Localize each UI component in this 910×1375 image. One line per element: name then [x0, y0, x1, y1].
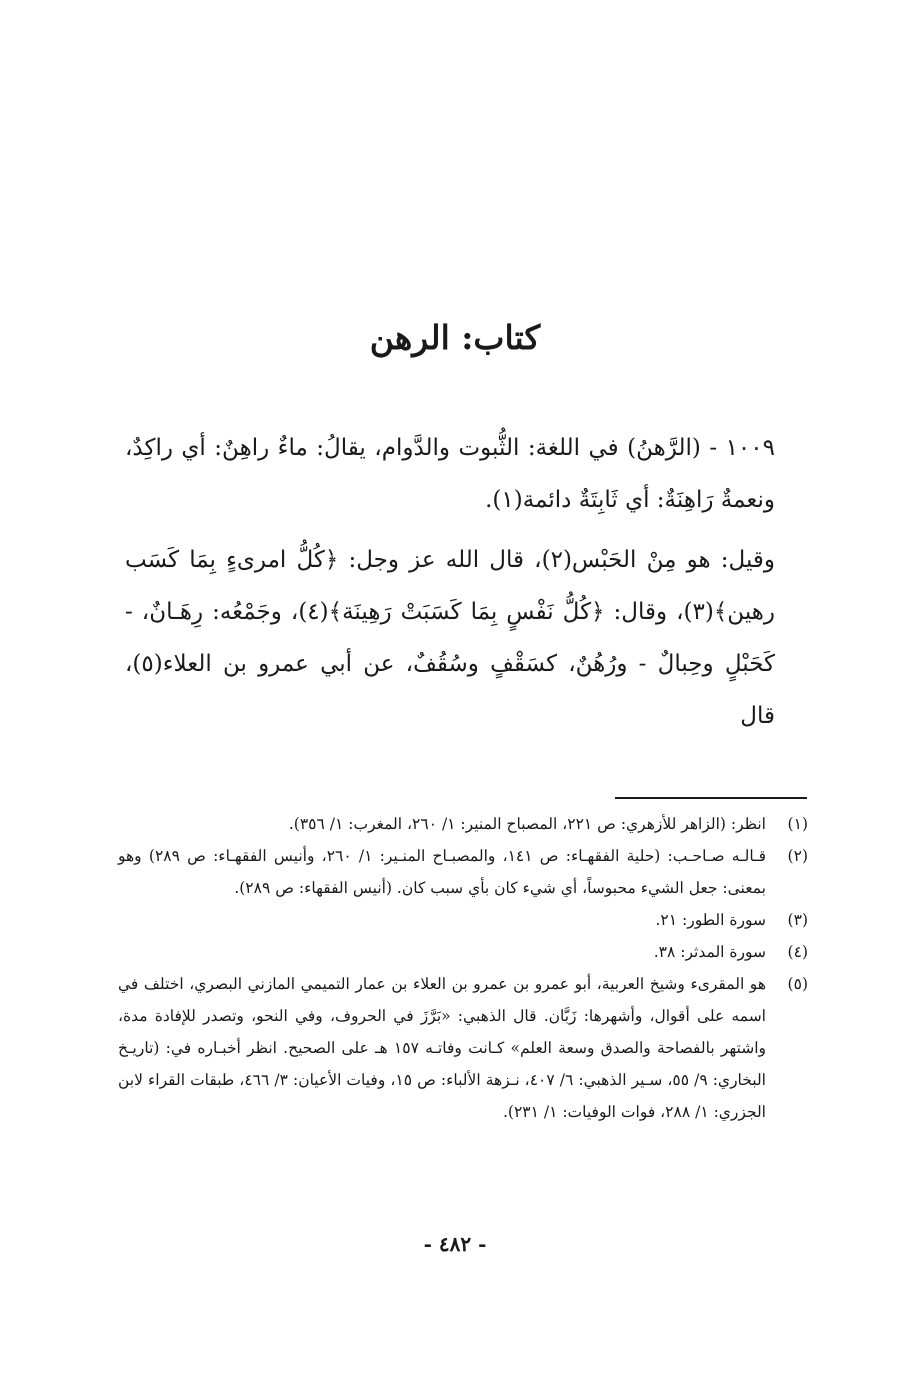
chapter-title: كتاب: الرهن [369, 318, 541, 357]
footnote-number: (٥) [787, 975, 808, 993]
footnote-text: انظر: (الزاهر للأزهري: ص ٢٢١، المصباح المنير: ١/ ٢٦٠، المغرب: ١/ ٣٥٦). [288, 815, 766, 833]
page-number: - ٤٨٢ - [423, 1232, 487, 1256]
footnote-number: (٤) [787, 943, 808, 961]
footnote-3 [118, 904, 808, 936]
footnote-5 [118, 968, 808, 1128]
footnote-number: (١) [787, 815, 808, 833]
footnote-1 [118, 808, 808, 840]
footnote-text: سورة المدثر: ٣٨. [653, 943, 766, 961]
footnote-number: (٢) [787, 847, 808, 865]
footnote-text: هو المقرىء وشيخ العربية، أبو عمرو بن عمرو بن العلاء بن عمار التميمي المازني البصري، اختلف في اسمه على أقوال، وأشهرها: زَبَّان. قال الذهبي: «بَرَّزَ في الحروف، وفي النحو، وتصدر للإفادة مدة، واشتهر بالفصاحة والصدق وسعة العلم» كـانت وفاتـه ١٥٧ هـ على الصحيح. انظر أخبـاره في: (تاريـخ البخاري: ٩/ ٥٥، سـير الذهبي: ٦/ ٤٠٧، نـزهة الألباء: ص ١٥، وفيات الأعيان: ٣/ ٤٦٦، طبقات القراء لابن الجزري: ١/ ٢٨٨، فوات الوفيات: ١/ ٢٣١). [118, 975, 767, 1121]
footnote-number: (٣) [787, 911, 808, 929]
footnote-text: سورة الطور: ٢١. [655, 911, 766, 929]
paragraph-1009: ١٠٠٩ - (الرَّهنُ) في اللغة: الثُّبوت والدَّوام، يقالُ: ماءٌ راهِنٌ: أي راكِدٌ، ونعمةٌ رَاهِنَةٌ: أي ثَابِتَةٌ دائمة(١). [125, 435, 775, 513]
footnotes [118, 808, 808, 1128]
footnote-2 [118, 840, 808, 904]
footnote-text: قـالـه صـاحـب: (حلية الفقهـاء: ص ١٤١، والمصبـاح المنـير: ١/ ٢٦٠، وأنيس الفقهـاء: ص ٢٨٩) وهو بمعنى: جعل الشيء محبوساً، أي شيء كان بأي سبب كان. (أنيس الفقهاء: ص ٢٨٩). [118, 847, 767, 897]
paragraph-definition: وقيل: هو مِنْ الحَبْس(٢)، قال الله عز وجل: ﴿كُلُّ امرىءٍ بِمَا كَسَب رهين﴾(٣)، وقال: ﴿كُلُّ نَفْسٍ بِمَا كَسَبَتْ رَهِينَة﴾(٤)، وجَمْعُه: رِهَـانٌ، - كَحَبْلٍ وحِبالٌ - ورُهُنٌ، كسَقْفٍ وسُقُفٌ، عن أبي عمرو بن العلاء(٥)، قال [125, 547, 775, 729]
footnote-4 [118, 936, 808, 968]
footnote-separator [615, 797, 807, 799]
